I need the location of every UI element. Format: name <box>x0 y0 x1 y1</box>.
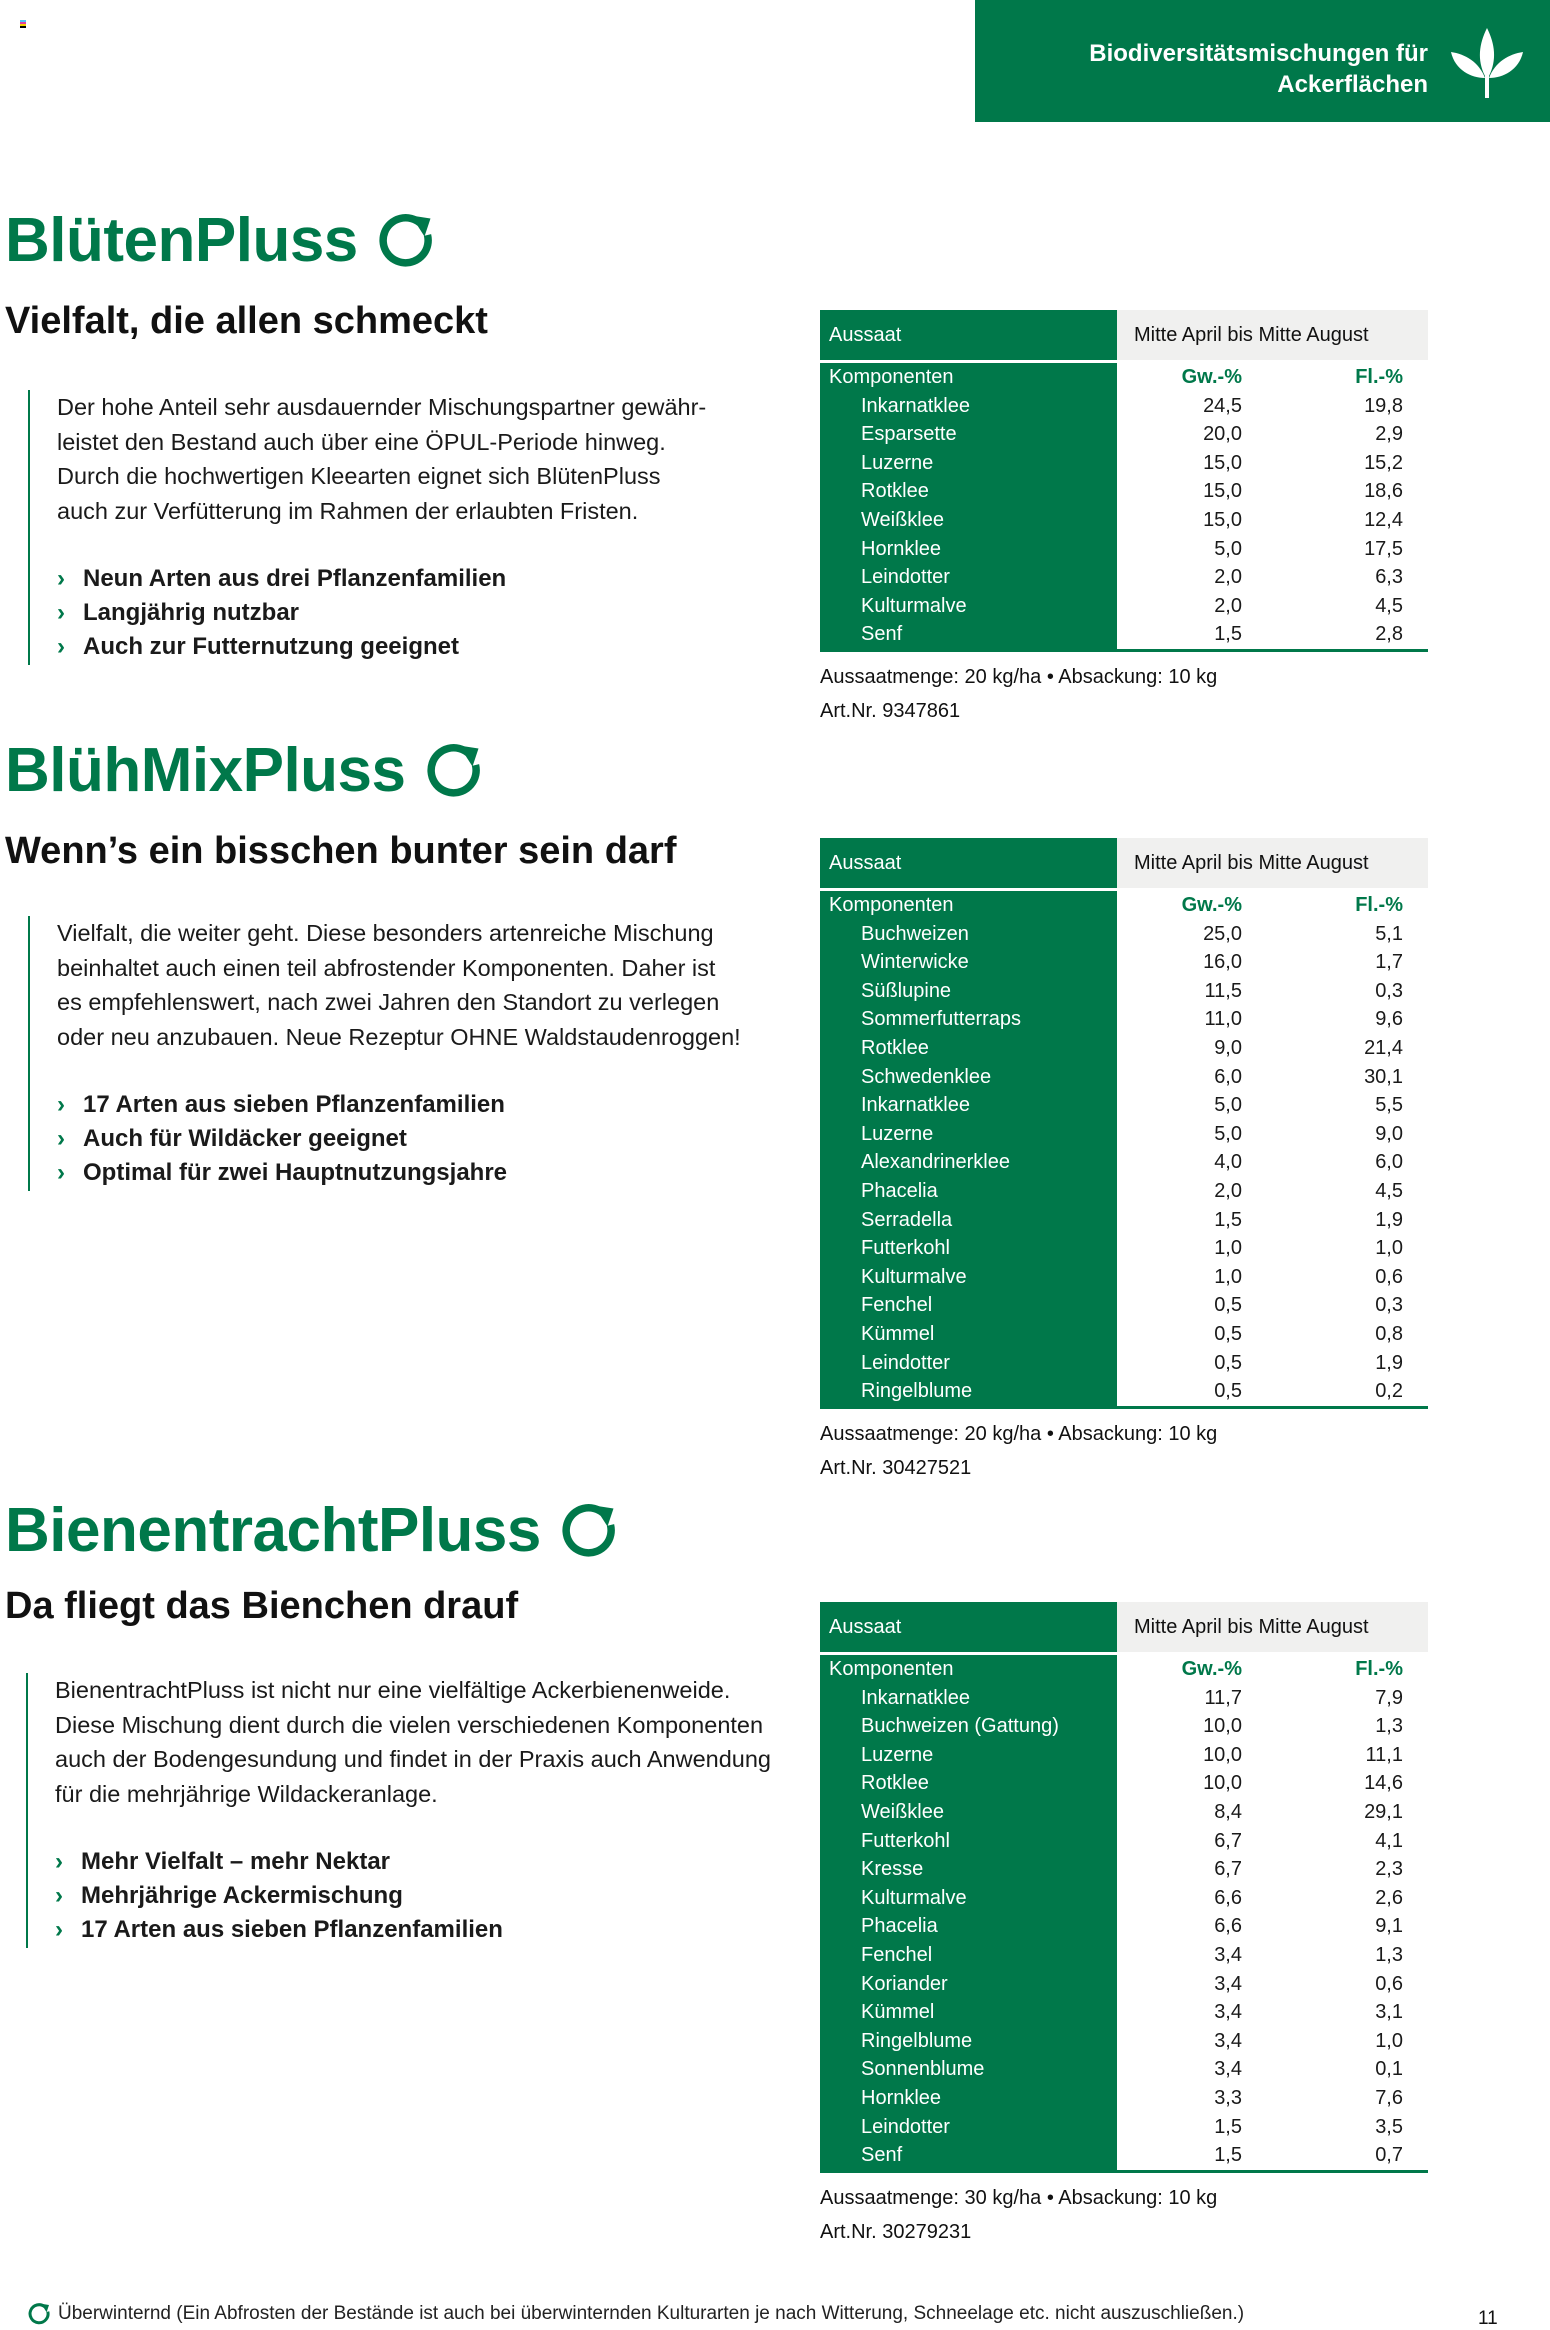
feature-item: › Auch für Wildäcker geeignet <box>57 1122 741 1156</box>
table-row: Fenchel 3,4 1,3 <box>820 1941 1428 1970</box>
sowing-period-row: Aussaat Mitte April bis Mitte August <box>820 838 1428 888</box>
table-row: Serradella 1,5 1,9 <box>820 1206 1428 1235</box>
table-row: Leindotter 0,5 1,9 <box>820 1349 1428 1378</box>
overwintering-icon <box>426 741 486 801</box>
feature-list <box>57 1088 741 1191</box>
table-header-row: Komponenten Gw.-% Fl.-% <box>820 1655 1428 1684</box>
table-row: Rotklee 9,0 21,4 <box>820 1034 1428 1063</box>
chevron-right-icon: › <box>57 1125 65 1153</box>
table-row: Futterkohl 6,7 4,1 <box>820 1827 1428 1856</box>
description-text: Vielfalt, die weiter geht. Diese besonders artenreiche Mischung beinhaltet auch einen teil abfrostender Komponenten. Daher ist es empfehlenswert, nach zwei Jahren den Standort zu verlegen oder neu anzubauen. Neue Rezeptur OHNE Waldstaudenroggen! <box>57 920 741 1050</box>
description-text: BienentrachtPluss ist nicht nur eine vielfältige Ackerbienenweide. Diese Mischung dient durch die vielen verschiedenen Komponenten auch der Bodengesundung und findet in der Praxis auch Anwendung für die mehrjährige Wildackeranlage. <box>55 1677 771 1807</box>
article-number: Art.Nr. 30279231 <box>820 2220 972 2243</box>
product-title: BlütenPluss <box>5 205 438 276</box>
table-row: Süßlupine 11,5 0,3 <box>820 977 1428 1006</box>
table-row: Koriander 3,4 0,6 <box>820 1970 1428 1999</box>
composition-table <box>820 310 1428 728</box>
overwintering-icon <box>561 1501 621 1561</box>
table-row: Rotklee 10,0 14,6 <box>820 1769 1428 1798</box>
table-row: Luzerne 5,0 9,0 <box>820 1120 1428 1149</box>
sowing-amount: Aussaatmenge: 30 kg/ha • Absackung: 10 kg <box>820 2186 1218 2209</box>
table-header-row: Komponenten Gw.-% Fl.-% <box>820 363 1428 392</box>
table-row: Weißklee 15,0 12,4 <box>820 506 1428 535</box>
table-row: Leindotter 1,5 3,5 <box>820 2113 1428 2142</box>
table-header-row: Komponenten Gw.-% Fl.-% <box>820 891 1428 920</box>
sowing-amount: Aussaatmenge: 20 kg/ha • Absackung: 10 kg <box>820 665 1218 688</box>
table-row: Rotklee 15,0 18,6 <box>820 477 1428 506</box>
feature-item: › Mehr Vielfalt – mehr Nektar <box>55 1845 771 1879</box>
table-row: Buchweizen (Gattung) 10,0 1,3 <box>820 1712 1428 1741</box>
table-row: Inkarnatklee 11,7 7,9 <box>820 1684 1428 1713</box>
table-row: Kümmel 3,4 3,1 <box>820 1998 1428 2027</box>
leaf-icon <box>1449 26 1525 100</box>
product-subtitle: Da fliegt das Bienchen drauf <box>5 1585 519 1627</box>
table-row: Kresse 6,7 2,3 <box>820 1855 1428 1884</box>
table-row: Phacelia 2,0 4,5 <box>820 1177 1428 1206</box>
table-row: Ringelblume 0,5 0,2 <box>820 1377 1428 1406</box>
sowing-amount: Aussaatmenge: 20 kg/ha • Absackung: 10 kg <box>820 1422 1218 1445</box>
table-row: Kulturmalve 2,0 4,5 <box>820 592 1428 621</box>
product-description <box>26 1673 771 1948</box>
product-title: BienentrachtPluss <box>5 1495 621 1566</box>
product-subtitle: Wenn’s ein bisschen bunter sein darf <box>5 830 677 872</box>
feature-item: › Neun Arten aus drei Pflanzenfamilien <box>57 562 706 596</box>
sowing-period-row: Aussaat Mitte April bis Mitte August <box>820 1602 1428 1652</box>
feature-list <box>57 562 706 665</box>
table-row: Esparsette 20,0 2,9 <box>820 420 1428 449</box>
table-row: Winterwicke 16,0 1,7 <box>820 948 1428 977</box>
chevron-right-icon: › <box>55 1848 63 1875</box>
composition-table <box>820 1602 1428 2249</box>
table-row: Leindotter 2,0 6,3 <box>820 563 1428 592</box>
chevron-right-icon: › <box>57 633 65 661</box>
table-row: Luzerne 15,0 15,2 <box>820 449 1428 478</box>
table-row: Inkarnatklee 24,5 19,8 <box>820 392 1428 421</box>
table-row: Kulturmalve 1,0 0,6 <box>820 1263 1428 1292</box>
overwintering-icon <box>28 2302 52 2326</box>
table-row: Schwedenklee 6,0 30,1 <box>820 1063 1428 1092</box>
feature-item: › Mehrjährige Ackermischung <box>55 1879 771 1913</box>
table-row: Sonnenblume 3,4 0,1 <box>820 2055 1428 2084</box>
table-row: Phacelia 6,6 9,1 <box>820 1912 1428 1941</box>
feature-item: › Optimal für zwei Hauptnutzungsjahre <box>57 1156 741 1190</box>
chevron-right-icon: › <box>57 1159 65 1187</box>
composition-table <box>820 838 1428 1485</box>
chevron-right-icon: › <box>57 565 65 592</box>
table-row: Inkarnatklee 5,0 5,5 <box>820 1091 1428 1120</box>
product-subtitle: Vielfalt, die allen schmeckt <box>5 300 488 342</box>
chevron-right-icon: › <box>57 1091 65 1118</box>
table-row: Fenchel 0,5 0,3 <box>820 1291 1428 1320</box>
table-row: Futterkohl 1,0 1,0 <box>820 1234 1428 1263</box>
table-row: Ringelblume 3,4 1,0 <box>820 2027 1428 2056</box>
table-row: Hornklee 5,0 17,5 <box>820 535 1428 564</box>
chevron-right-icon: › <box>55 1916 63 1944</box>
feature-item: › Langjährig nutzbar <box>57 596 706 630</box>
table-row: Senf 1,5 2,8 <box>820 620 1428 649</box>
table-row: Senf 1,5 0,7 <box>820 2141 1428 2170</box>
description-text: Der hohe Anteil sehr ausdauernder Mischungspartner gewähr- leistet den Bestand auch über eine ÖPUL-Periode hinweg. Durch die hochwertigen Kleearten eignet sich BlütenPluss auch zur Verfütterung im Rahmen der erlaubten Fristen. <box>57 394 707 524</box>
print-color-marks <box>20 20 26 28</box>
footnote: Überwinternd (Ein Abfrosten der Bestände ist auch bei überwinternden Kulturarten je nach Witterung, Schneelage etc. nicht auszuschließen.) <box>28 2302 1244 2326</box>
sowing-period-row: Aussaat Mitte April bis Mitte August <box>820 310 1428 360</box>
article-number: Art.Nr. 30427521 <box>820 1456 972 1479</box>
article-number: Art.Nr. 9347861 <box>820 699 961 722</box>
table-row: Buchweizen 25,0 5,1 <box>820 920 1428 949</box>
table-row: Sommerfutterraps 11,0 9,6 <box>820 1005 1428 1034</box>
table-row: Kulturmalve 6,6 2,6 <box>820 1884 1428 1913</box>
category-title: Biodiversitätsmischungen für Ackerflächen <box>1089 40 1428 98</box>
chevron-right-icon: › <box>55 1882 63 1910</box>
feature-list <box>55 1845 771 1948</box>
category-header <box>975 0 1550 122</box>
table-row: Luzerne 10,0 11,1 <box>820 1741 1428 1770</box>
product-title: BlühMixPluss <box>5 735 486 806</box>
table-row: Alexandrinerklee 4,0 6,0 <box>820 1148 1428 1177</box>
feature-item: › 17 Arten aus sieben Pflanzenfamilien <box>55 1913 771 1947</box>
product-description <box>28 916 741 1191</box>
table-row: Hornklee 3,3 7,6 <box>820 2084 1428 2113</box>
table-row: Weißklee 8,4 29,1 <box>820 1798 1428 1827</box>
product-description <box>28 390 706 665</box>
chevron-right-icon: › <box>57 599 65 627</box>
feature-item: › 17 Arten aus sieben Pflanzenfamilien <box>57 1088 741 1122</box>
table-row: Kümmel 0,5 0,8 <box>820 1320 1428 1349</box>
page-number: 11 <box>1478 2308 1498 2329</box>
overwintering-icon <box>378 211 438 271</box>
feature-item: › Auch zur Futternutzung geeignet <box>57 630 706 664</box>
